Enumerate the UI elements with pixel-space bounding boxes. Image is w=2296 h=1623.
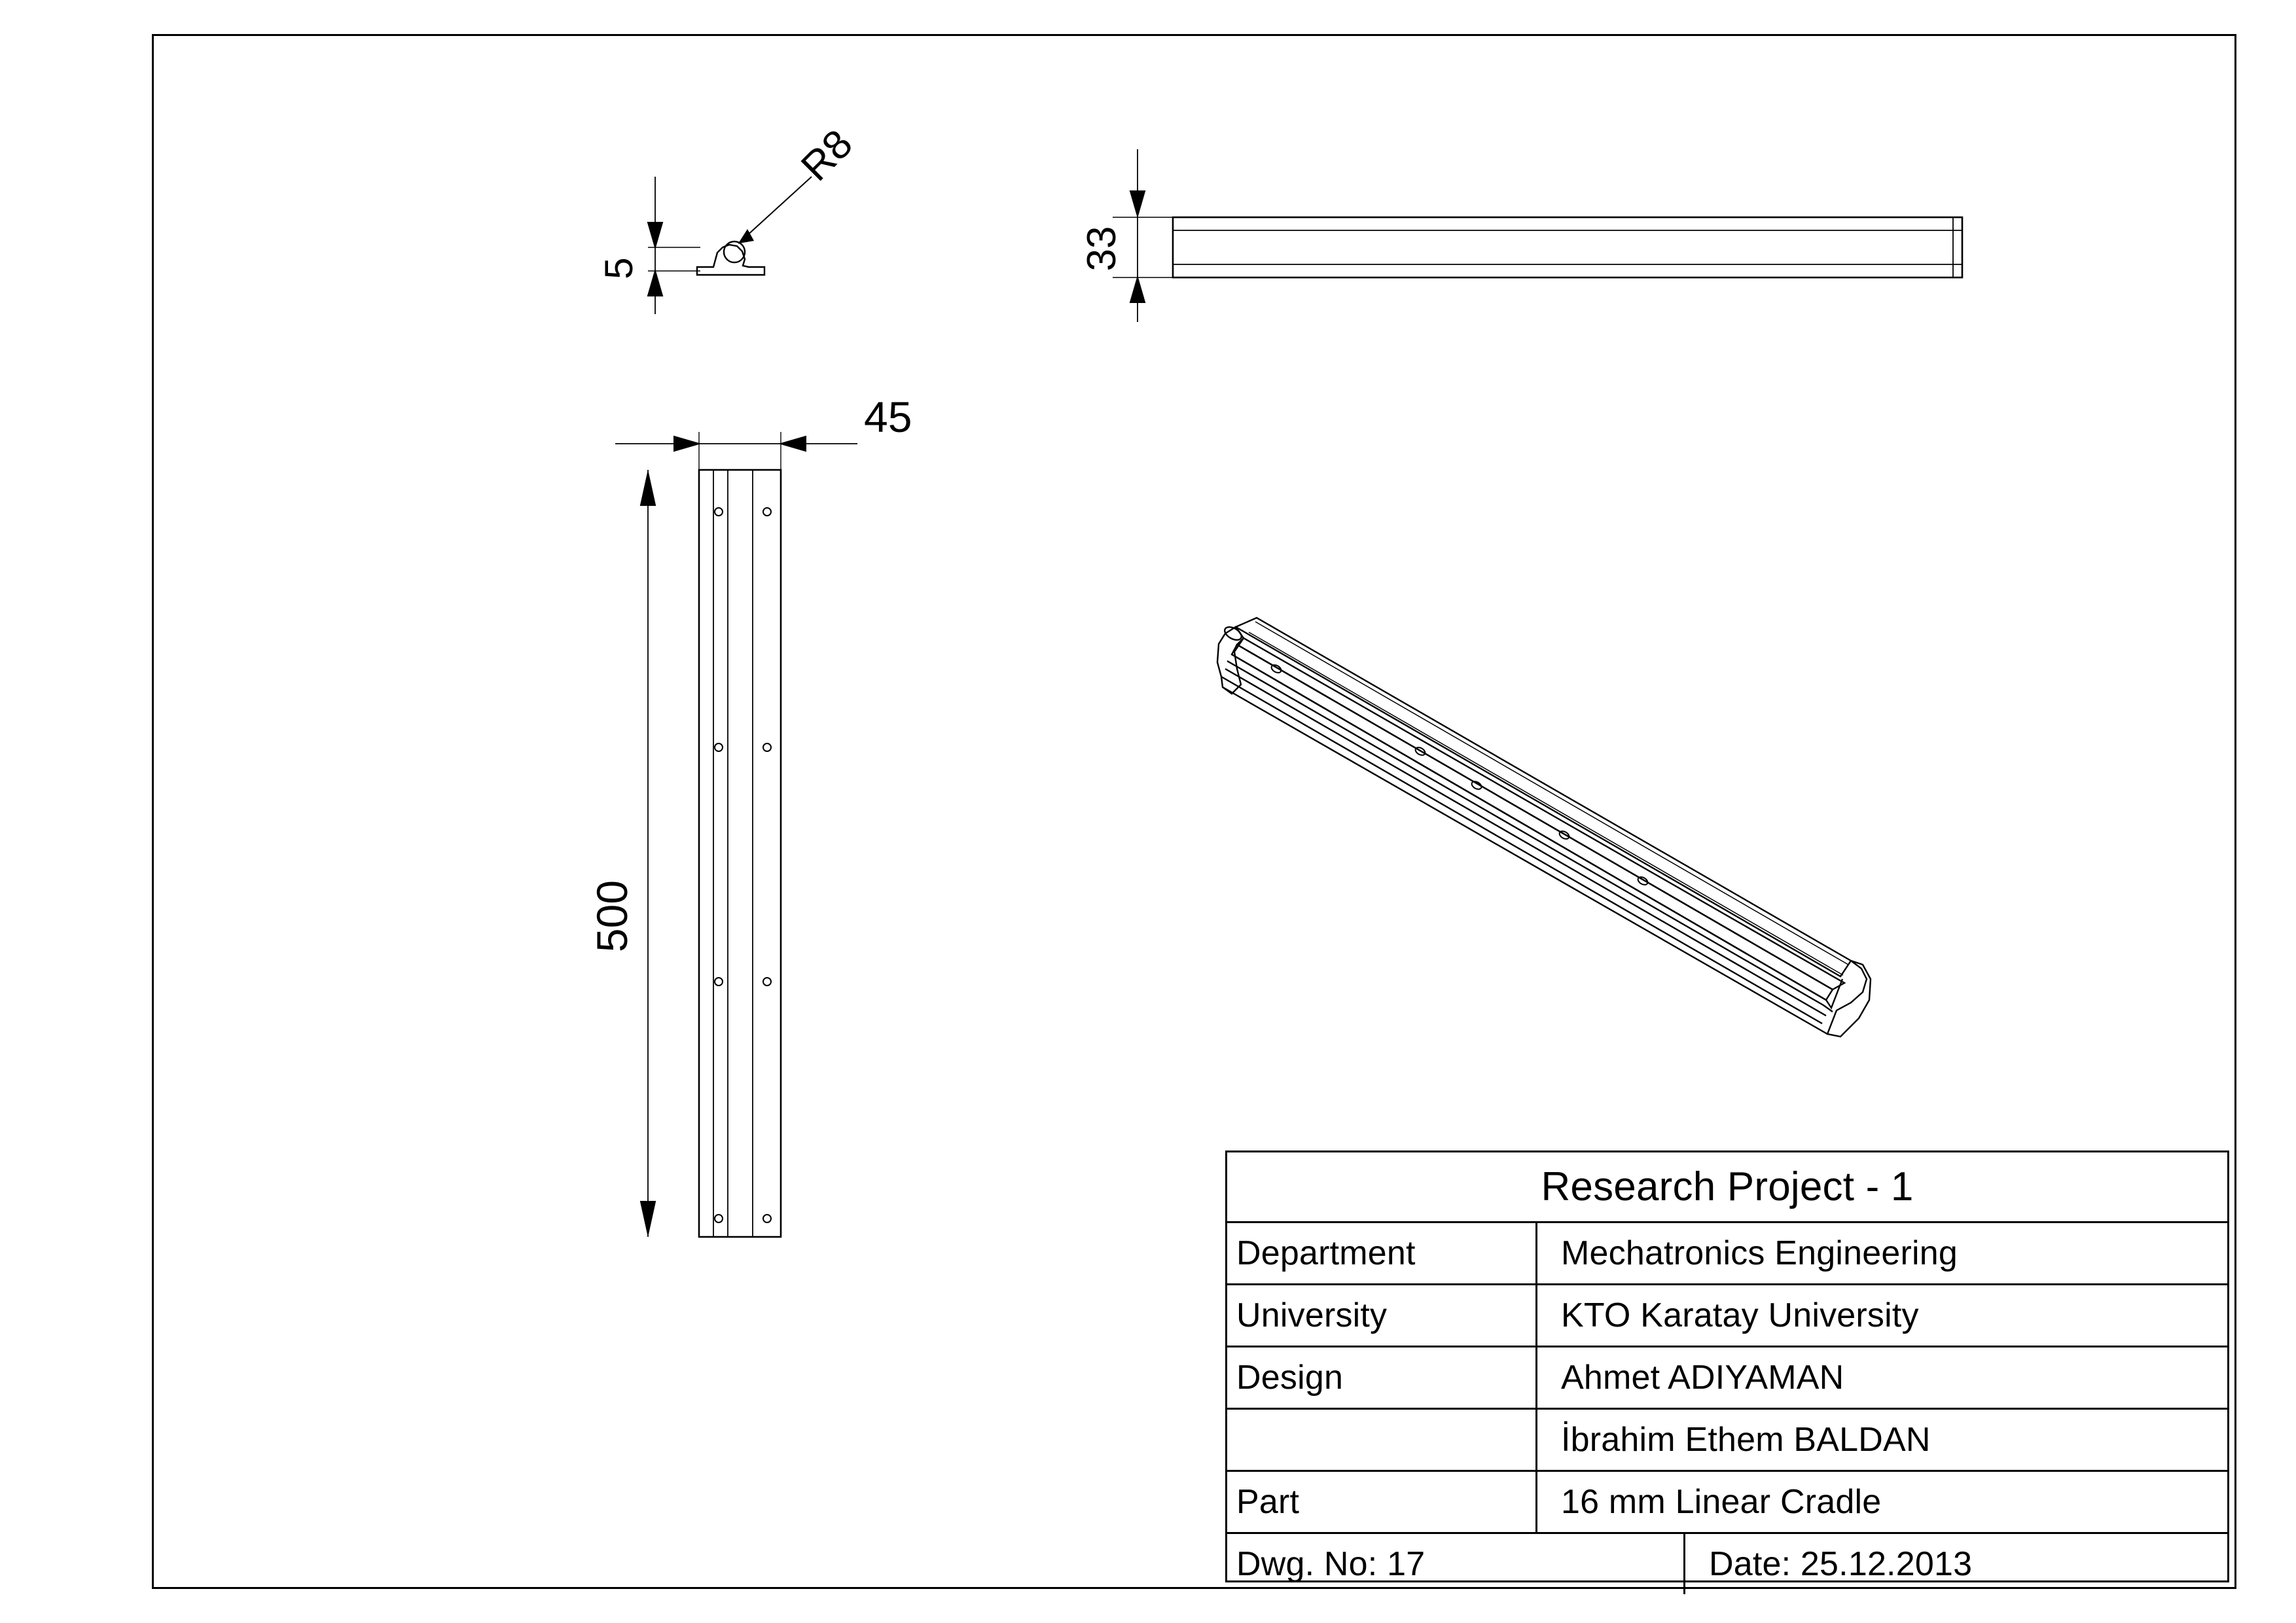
title-block — [1225, 1150, 2229, 1582]
part-label: Part — [1227, 1472, 1537, 1532]
design-value: Ahmet ADIYAMAN — [1561, 1359, 1844, 1397]
iso-face-upper-band — [1237, 638, 1844, 990]
plan-rail-outline — [699, 470, 781, 1237]
iso-lower-line-2 — [1225, 669, 1826, 1016]
dimension-5-leader — [648, 177, 662, 314]
title-block-row-design-second — [1227, 1410, 2227, 1472]
department-label: Department — [1227, 1223, 1537, 1283]
title-block-row-department — [1227, 1223, 2227, 1285]
department-value: Mechatronics Engineering — [1561, 1234, 1958, 1272]
profile-outline — [697, 245, 764, 275]
cross-section-profile-view — [648, 241, 764, 275]
dimension-label-5: 5 — [597, 257, 641, 279]
dimension-r8-leader — [738, 177, 812, 243]
iso-round-head-left — [1223, 624, 1244, 643]
dimension-label-r8: R8 — [793, 121, 861, 190]
dimension-label-45: 45 — [864, 393, 912, 441]
university-value: KTO Karatay University — [1561, 1296, 1919, 1334]
iso-face-top — [1236, 618, 1851, 976]
dimension-label-500: 500 — [588, 880, 636, 953]
drawing-number: Dwg. No: 17 — [1227, 1534, 1685, 1594]
side-elevation-rail — [1173, 217, 1962, 277]
iso-face-edge-right — [1232, 654, 1842, 1008]
plan-view-rail — [699, 470, 781, 1237]
iso-face-mid — [1232, 645, 1833, 1000]
side-rail-outline — [1173, 217, 1962, 277]
design-second-label — [1227, 1410, 1537, 1470]
title-block-title-row — [1227, 1152, 2227, 1223]
part-value: 16 mm Linear Cradle — [1561, 1483, 1882, 1521]
iso-highlight-2 — [1249, 632, 1843, 975]
iso-lower-line-1 — [1227, 661, 1833, 1012]
iso-end-cap-left — [1217, 627, 1244, 694]
iso-lower-line-4 — [1223, 687, 1827, 1034]
title-block-row-design — [1227, 1347, 2227, 1410]
design-second-value: İbrahim Ethem BALDAN — [1561, 1421, 1931, 1459]
title-block-row-university — [1227, 1285, 2227, 1347]
iso-highlight-1 — [1255, 622, 1848, 965]
dimension-label-33: 33 — [1079, 226, 1124, 272]
drawing-date: Date: 25.12.2013 — [1709, 1545, 1973, 1583]
iso-lower-line-3 — [1221, 677, 1822, 1024]
isometric-rail-view — [1217, 618, 1871, 1037]
plan-rail-holes — [715, 508, 771, 1222]
university-label: University — [1227, 1285, 1537, 1346]
title-block-row-part — [1227, 1472, 2227, 1534]
design-label: Design — [1227, 1347, 1537, 1408]
project-title: Research Project - 1 — [1541, 1164, 1914, 1209]
title-block-row-footer — [1227, 1534, 2227, 1594]
dimension-500-leader — [641, 470, 655, 1237]
dimension-45-leader — [615, 432, 857, 478]
